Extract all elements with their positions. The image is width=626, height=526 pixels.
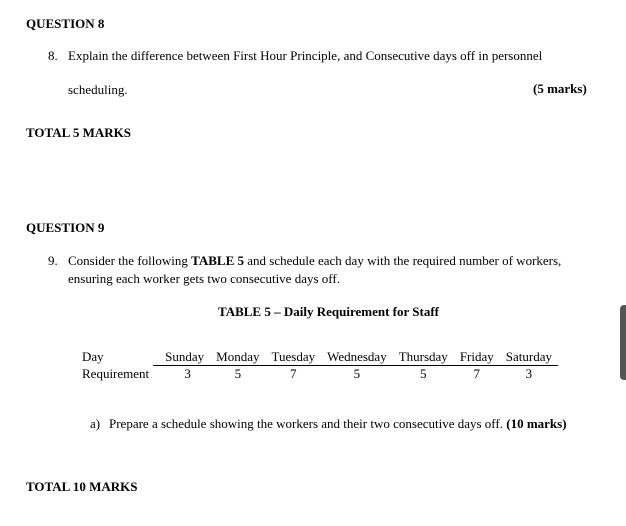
part-a-body: Prepare a schedule showing the workers and their two consecutive days off. [109, 416, 507, 431]
part-a-label: a) [90, 416, 101, 431]
question-9-total: TOTAL 10 MARKS [26, 479, 138, 494]
question-9-text-line1 [68, 253, 561, 269]
day-header: Friday [454, 349, 500, 366]
table-caption: TABLE 5 – Daily Requirement for Staff [218, 304, 439, 319]
question-8-number: 8. [48, 48, 58, 63]
question-8-text-line1: Explain the difference between First Hour Principle, and Consecutive days off in personnel [68, 48, 543, 63]
question-9-text-pre: Consider the following [68, 253, 192, 268]
day-header: Wednesday [321, 349, 393, 366]
requirement-cell: 7 [290, 366, 297, 381]
day-header: Saturday [500, 349, 558, 366]
question-9-number: 9. [48, 253, 58, 268]
question-8-heading: QUESTION 8 [26, 16, 105, 31]
requirement-table [82, 349, 558, 382]
day-header: Sunday [153, 349, 210, 366]
question-8-total: TOTAL 5 MARKS [26, 125, 131, 140]
question-9-text-line2: ensuring each worker gets two consecutive days off. [68, 271, 340, 286]
question-9-text-post: and schedule each day with the required number of workers, [244, 253, 562, 268]
question-8-marks: (5 marks) [533, 81, 587, 96]
table-row-requirements [82, 366, 558, 383]
requirement-cell: 3 [525, 366, 533, 381]
requirement-cell: 5 [420, 366, 427, 381]
scrollbar[interactable] [620, 305, 626, 380]
question-9-heading: QUESTION 9 [26, 220, 105, 235]
requirement-cell: 3 [184, 366, 191, 381]
requirement-cell: 7 [473, 366, 481, 381]
table-row-days [82, 349, 558, 366]
row-label-day: Day [82, 349, 104, 365]
day-header: Monday [210, 349, 265, 366]
part-a-marks: (10 marks) [506, 416, 567, 431]
row-label-requirement: Requirement [82, 365, 150, 381]
day-header: Thursday [393, 349, 454, 366]
question-8-text-line2: scheduling. [68, 82, 128, 97]
question-9-table-ref: TABLE 5 [191, 253, 244, 268]
requirement-cell: 5 [234, 366, 242, 381]
day-header: Tuesday [266, 349, 322, 366]
part-a-text [109, 416, 567, 432]
requirement-cell: 5 [353, 366, 361, 381]
